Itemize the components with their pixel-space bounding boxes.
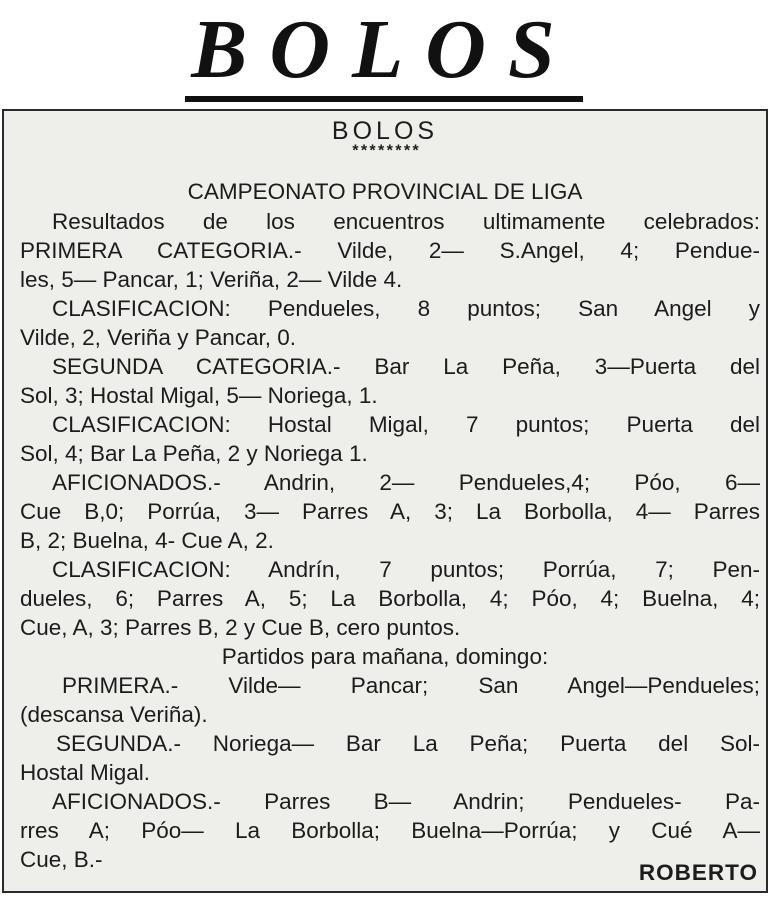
article-line: CLASIFICACION: Pendueles, 8 puntos; San Angel y (52, 296, 760, 321)
section-title: BOLOS (191, 3, 577, 96)
article-line: Sol, 4; Bar La Peña, 2 y Noriega 1. (20, 441, 368, 466)
article-line: Resultados de los encuentros ultimamente celebrados: (52, 209, 760, 234)
article-line: CLASIFICACION: Hostal Migal, 7 puntos; Puerta del (52, 412, 760, 437)
article-line: CLASIFICACION: Andrín, 7 puntos; Porrúa, 7; Pen- (52, 557, 760, 582)
article-line: Cue, A, 3; Parres B, 2 y Cue B, cero puntos. (20, 615, 461, 640)
article-line: Sol, 3; Hostal Migal, 5— Noriega, 1. (20, 383, 378, 408)
article-line: (descansa Veriña). (20, 702, 208, 727)
article-line: Cue, B.- (20, 847, 103, 872)
article-line: B, 2; Buelna, 4- Cue A, 2. (20, 528, 274, 553)
article-line: rres A; Póo— La Borbolla; Buelna—Porrúa; y Cué A— (20, 818, 760, 843)
article-line: Cue B,0; Porrúa, 3— Parres A, 3; La Borbolla, 4— Parres (20, 499, 760, 524)
article-line: dueles, 6; Parres A, 5; La Borbolla, 4; Póo, 4; Buelna, 4; (20, 586, 760, 611)
article-signature: ROBERTO (638, 860, 758, 885)
article-line: AFICIONADOS.- Andrin, 2— Pendueles,4; Póo, 6— (52, 470, 760, 495)
article-subheading: CAMPEONATO PROVINCIAL DE LIGA (187, 179, 583, 204)
article-line: SEGUNDA.- Noriega— Bar La Peña; Puerta del Sol- (56, 731, 760, 756)
article-line: les, 5— Pancar, 1; Veriña, 2— Vilde 4. (20, 267, 403, 292)
article-line-centered: Partidos para mañana, domingo: (221, 644, 549, 669)
article-line: AFICIONADOS.- Parres B— Andrin; Pendueles- Pa- (52, 789, 760, 814)
article-stars-divider: ******** (350, 143, 420, 161)
article-line: PRIMERA.- Vilde— Pancar; San Angel—Pendueles; (62, 673, 760, 698)
article-heading: BOLOS (331, 117, 439, 145)
newspaper-section-banner (0, 0, 768, 108)
section-title-underline (185, 96, 583, 102)
article-line: Hostal Migal. (20, 760, 151, 785)
article-line: PRIMERA CATEGORIA.- Vilde, 2— S.Angel, 4; Pendue- (20, 238, 760, 263)
newspaper-clipping (2, 109, 768, 893)
article-line: Vilde, 2, Veriña y Pancar, 0. (20, 325, 297, 350)
article-line: SEGUNDA CATEGORIA.- Bar La Peña, 3—Puerta del (52, 354, 760, 379)
